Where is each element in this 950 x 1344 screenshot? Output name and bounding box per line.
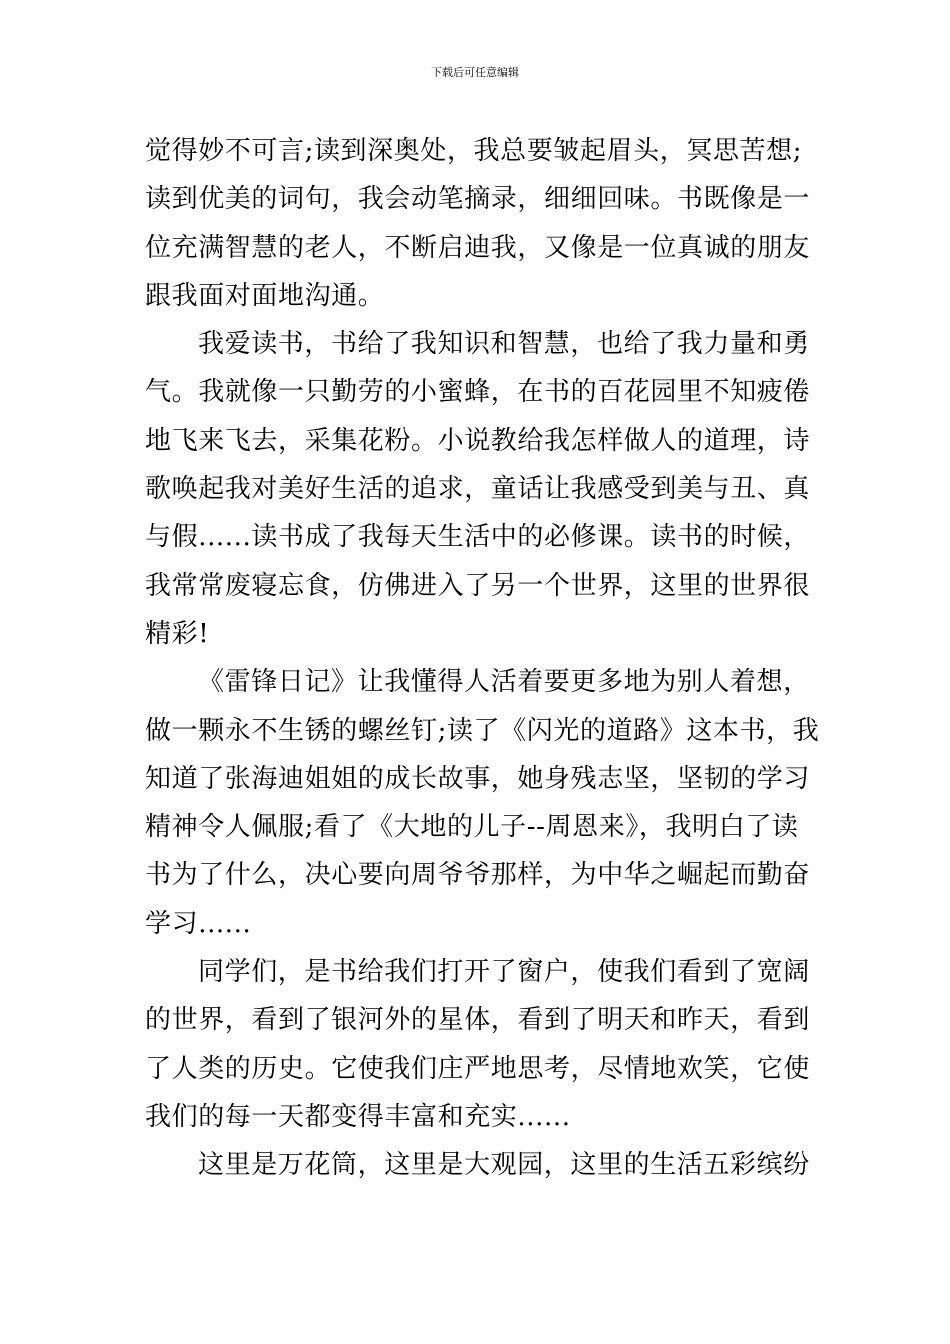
text-line: 《雷锋日记》让我懂得人活着要更多地为别人着想， [198, 667, 810, 698]
text-line: 精彩! [145, 618, 210, 649]
body-text [145, 127, 820, 1190]
text-line: 书为了什么，决心要向周爷爷那样，为中华之崛起而勤奋 [145, 860, 811, 891]
text-line: 读到优美的词句，我会动笔摘录，细细回味。书既像是一 [145, 184, 811, 215]
text-line: 同学们，是书给我们打开了窗户，使我们看到了宽阔 [198, 957, 810, 988]
page-header: 下载后可任意编辑 [431, 66, 519, 79]
text-line: 学习...... [145, 908, 252, 939]
text-line: 我爱读书，书给了我知识和智慧，也给了我力量和勇 [198, 329, 810, 360]
text-line: 跟我面对面地沟通。 [145, 280, 385, 311]
text-line: 了人类的历史。它使我们庄严地思考，尽情地欢笑，它使 [145, 1053, 811, 1084]
text-line: 觉得妙不可言;读到深奥处，我总要皱起眉头，冥思苦想; [145, 136, 803, 166]
text-line: 位充满智慧的老人，不断启迪我，又像是一位真诚的朋友 [145, 232, 811, 263]
text-line: 知道了张海迪姐姐的成长故事，她身残志坚，坚韧的学习 [145, 763, 811, 794]
text-line: 歌唤起我对美好生活的追求，童话让我感受到美与丑、真 [145, 474, 811, 505]
text-line: 我们的每一天都变得丰富和充实...... [145, 1101, 571, 1132]
text-line: 精神令人佩服;看了《大地的儿子--周恩来》，我明白了读 [145, 812, 799, 843]
text-line: 的世界，看到了银河外的星体，看到了明天和昨天，看到 [145, 1005, 811, 1036]
text-line: 这里是万花筒，这里是大观园，这里的生活五彩缤纷 [198, 1150, 810, 1181]
text-line: 地飞来飞去，采集花粉。小说教给我怎样做人的道理，诗 [145, 425, 811, 456]
text-line: 与假......读书成了我每天生活中的必修课。读书的时候， [145, 522, 810, 553]
text-line: 气。我就像一只勤劳的小蜜蜂，在书的百花园里不知疲倦 [145, 377, 811, 408]
text-line: 做一颗永不生锈的螺丝钉;读了《闪光的道路》这本书，我 [145, 715, 820, 746]
text-line: 我常常废寝忘食，仿佛进入了另一个世界，这里的世界很 [145, 570, 811, 601]
